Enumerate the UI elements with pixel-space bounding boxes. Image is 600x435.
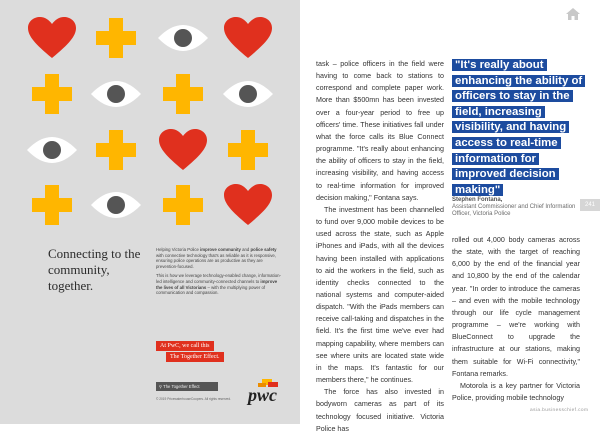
col1-paragraph-2: The investment has been channelled to fund over 9,000 mobile devices to be used across the state, such as Apple iPhones and iPads, with all the devices having been installed with applications to aid the workers in the field, such as identity checks connected to the national systems and computer-aided dispatch. "With the iPads members can receive call-taking and dispatches in the field. It's the first time we've ever had mapping capability, where members can see where units are located state wide in the maps. It's fantastic for our members there," he continues.	[316, 205, 444, 385]
home-icon[interactable]	[565, 7, 581, 26]
eye-icon	[222, 77, 274, 111]
site-url[interactable]: asia.businesschief.com	[530, 408, 589, 413]
cross-icon	[94, 16, 138, 60]
eye-icon	[26, 133, 78, 167]
col2-paragraph-2: Motorola is a key partner for Victoria Police, providing mobile technology	[452, 381, 580, 403]
ad-body-paragraph-2: This is how we leverage technology-enabled change, information-led intelligence and community-connected channels to improve the lives of all Victorians – with the multiplying power of communication and compassion.	[156, 273, 281, 296]
pull-quote: "It's really about enhancing the ability of officers to stay in the field, increasing visibility, and having access to real-time information for improved decision making"	[452, 58, 587, 198]
cross-icon	[226, 128, 270, 172]
search-bar-label: The Together Effect	[163, 384, 200, 389]
eye-icon	[90, 77, 142, 111]
col1-paragraph-1: task – police officers in the field were having to come back to stations to correspond and complete paper work. More than $500mn has been invested over a four-year period to free up officers' time. These initiatives fall under what the force calls its Blue Connect programme. "It's really about enhancing the ability of officers to stay in the field, increasing visibility, and having access to real-time information for improved decision making," Fontana says.	[316, 60, 444, 202]
ad-body	[156, 247, 284, 300]
eye-icon	[90, 188, 142, 222]
col2-paragraph-1: rolled out 4,000 body cameras across the state, with the target of reaching 6,000 by the end of the financial year and 10,800 by the end of the calendar year. "In order to introduce the cameras – and even with the mobile technology through our life cycle management programme – we're working with BlueConnect to upgrade the infrastructure at our stations, making them suitable for Wi-Fi connectivity," Fontana remarks.	[452, 236, 580, 378]
cross-icon	[30, 72, 74, 116]
heart-icon	[223, 16, 273, 60]
heart-icon	[223, 183, 273, 227]
heart-icon	[27, 16, 77, 60]
eye-icon	[157, 21, 209, 55]
cross-icon	[30, 183, 74, 227]
ad-tagline-1: At PwC, we call this	[156, 341, 214, 351]
search-icon: ⚲	[159, 384, 163, 389]
attribution-title: Assistant Commissioner and Chief Information Officer, Victoria Police	[452, 204, 576, 218]
heart-icon	[158, 128, 208, 172]
cross-icon	[161, 72, 205, 116]
cross-icon	[94, 128, 138, 172]
ad-body-paragraph-1: Helping Victoria Police improve community and police safety with connective technology that's as reliable as it is responsive, ensuring police operations are as productive as they are prevention-focused.	[156, 247, 277, 269]
article-column-2	[452, 234, 580, 404]
article-column-1	[316, 58, 444, 435]
ad-headline: Connecting to the community, together.	[48, 246, 141, 293]
cross-icon	[161, 183, 205, 227]
ad-copyright: © 2019 PricewaterhouseCoopers. All rights reserved.	[156, 397, 231, 401]
advertisement-page	[0, 0, 300, 424]
attribution-name: Stephen Fontana,	[452, 197, 503, 203]
pwc-logo	[246, 379, 286, 414]
quote-attribution	[452, 197, 582, 219]
col1-paragraph-3: The force has also invested in bodyworn cameras as part of its technology focused initiative. Victoria Police has	[316, 388, 444, 433]
ad-search-bar[interactable]	[156, 382, 218, 391]
page-number: 241	[580, 199, 600, 211]
pwc-logo-text: pwc	[248, 385, 277, 405]
ad-tagline-2: The Together Effect.	[166, 352, 224, 362]
